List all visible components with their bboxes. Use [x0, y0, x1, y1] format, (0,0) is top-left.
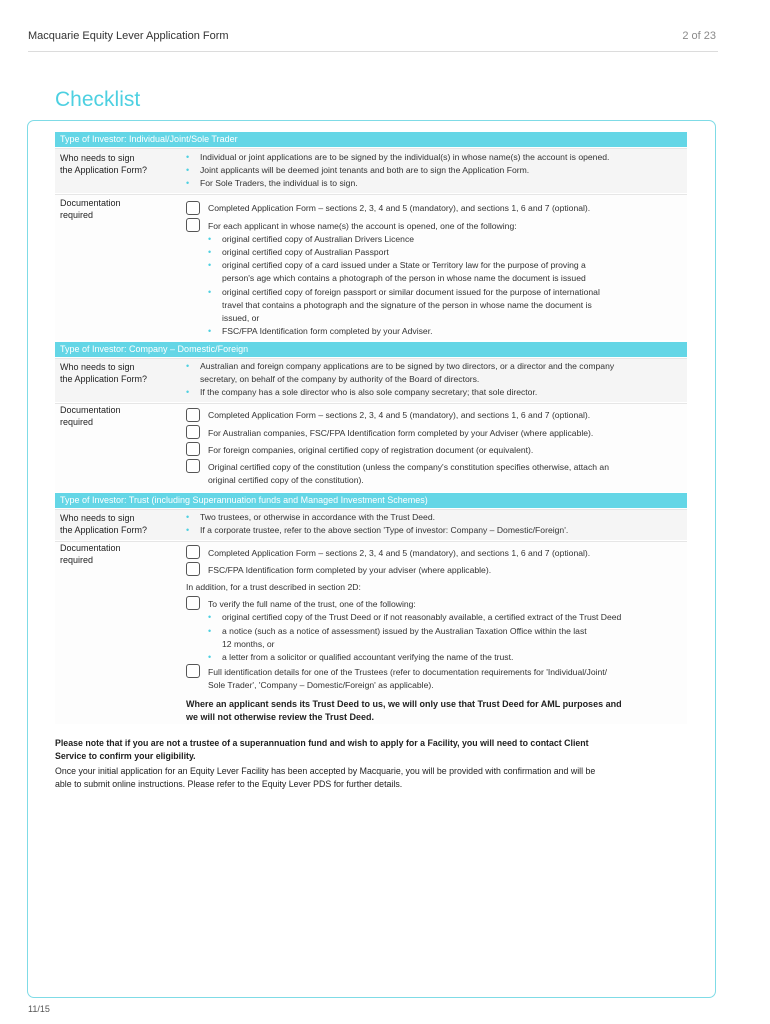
- list-item: • a letter from a solicitor or qualified accountant verifying the name of the trust.: [208, 651, 513, 664]
- form-title: Macquarie Equity Lever Application Form: [28, 30, 229, 42]
- checkbox-completed-form[interactable]: [186, 545, 200, 559]
- list-item: • original certified copy of foreign passport or similar document issued for the purpose of international: [208, 286, 600, 299]
- section-heading-company: Type of Investor: Company – Domestic/Foreign: [55, 342, 687, 357]
- documentation-label: Documentation required: [60, 543, 121, 565]
- who-signs-label: Who needs to sign the Application Form?: [60, 362, 148, 384]
- page-number: 2 of 23: [682, 30, 716, 42]
- eligibility-note: Please note that if you are not a trustee of a superannuation fund and wish to apply for a Facility, you will need to contact Client: [55, 738, 589, 748]
- footer-version: 11/15: [28, 1004, 50, 1014]
- checkbox-foreign-registration[interactable]: [186, 442, 200, 456]
- checkbox-trust-id-form[interactable]: [186, 562, 200, 576]
- checkbox-label-continued: original certified copy of the constitution).: [208, 475, 364, 485]
- checkbox-label: To verify the full name of the trust, one of the following:: [208, 599, 416, 609]
- list-item: • original certified copy of the Trust Deed or if not reasonably available, a certified extract of the Trust Deed: [208, 611, 621, 624]
- checkbox-constitution[interactable]: [186, 459, 200, 473]
- checklist-heading: Checklist: [55, 88, 141, 111]
- list-item: • For Sole Traders, the individual is to sign.: [186, 177, 358, 190]
- documentation-label: Documentation required: [60, 198, 121, 220]
- list-item-continued: secretary, on behalf of the company by authority of the Board of directors.: [200, 374, 480, 384]
- list-item: • original certified copy of Australian Drivers Licence: [208, 233, 414, 246]
- list-item: • Individual or joint applications are to be signed by the individual(s) in whose name(s) the account is opened.: [186, 151, 609, 164]
- checkbox-label: Completed Application Form – sections 2, 3, 4 and 5 (mandatory), and sections 1, 6 and 7 (optional).: [208, 203, 591, 213]
- checkbox-trust-name[interactable]: [186, 596, 200, 610]
- checkbox-completed-form[interactable]: [186, 201, 200, 215]
- checkbox-completed-form[interactable]: [186, 408, 200, 422]
- documentation-label: Documentation required: [60, 405, 121, 427]
- list-item: • original certified copy of a card issued under a State or Territory law for the purpose of proving a: [208, 259, 586, 272]
- trust-deed-note-continued: we will not otherwise review the Trust Deed.: [186, 712, 375, 722]
- list-item-continued: 12 months, or: [222, 639, 275, 649]
- checkbox-label: For foreign companies, original certified copy of registration document (or equivalent).: [208, 445, 534, 455]
- list-item-continued: person's age which contains a photograph of the person in whose name the document is issued: [222, 273, 586, 283]
- list-item: • If a corporate trustee, refer to the above section 'Type of investor: Company – Domestic/Foreign'.: [186, 524, 568, 537]
- who-signs-label: Who needs to sign the Application Form?: [60, 513, 148, 535]
- checkbox-label: For Australian companies, FSC/FPA Identification form completed by your Adviser (where applicable).: [208, 428, 594, 438]
- list-item: • FSC/FPA Identification form completed by your Adviser.: [208, 325, 432, 338]
- list-item: • a notice (such as a notice of assessment) issued by the Australian Taxation Office within the last: [208, 625, 587, 638]
- section-heading-trust: Type of Investor: Trust (including Superannuation funds and Managed Investment Schemes): [55, 493, 687, 508]
- list-item-continued: travel that contains a photograph and the signature of the person in whose name the document is: [222, 300, 592, 310]
- confirmation-note-continued: able to submit online instructions. Please refer to the Equity Lever PDS for further details.: [55, 779, 403, 789]
- trust-deed-note: Where an applicant sends its Trust Deed to us, we will only use that Trust Deed for AML purposes and: [186, 699, 622, 709]
- checkbox-label: FSC/FPA Identification form completed by your adviser (where applicable).: [208, 565, 492, 575]
- checkbox-trustee-id[interactable]: [186, 664, 200, 678]
- checkbox-label: Original certified copy of the constitution (unless the company's constitution specifies otherwise, attach an: [208, 462, 609, 472]
- who-signs-label: Who needs to sign the Application Form?: [60, 153, 148, 175]
- list-item-continued: issued, or: [222, 313, 260, 323]
- checkbox-label: Completed Application Form – sections 2, 3, 4 and 5 (mandatory), and sections 1, 6 and 7 (optional).: [208, 548, 591, 558]
- confirmation-note: Once your initial application for an Equity Lever Facility has been accepted by Macquarie, you will be provided with confirmation and will be: [55, 766, 596, 776]
- list-item: • original certified copy of Australian Passport: [208, 246, 389, 259]
- list-item: • Australian and foreign company applications are to be signed by two directors, or a director and the company: [186, 360, 614, 373]
- in-addition-text: In addition, for a trust described in section 2D:: [186, 582, 361, 592]
- checkbox-label: For each applicant in whose name(s) the account is opened, one of the following:: [208, 221, 517, 231]
- section-heading-individual: Type of Investor: Individual/Joint/Sole Trader: [55, 132, 687, 147]
- list-item: • Joint applicants will be deemed joint tenants and both are to sign the Application Form.: [186, 164, 529, 177]
- checkbox-applicant-id[interactable]: [186, 218, 200, 232]
- checkbox-label-continued: Sole Trader', 'Company – Domestic/Foreign' as applicable).: [208, 680, 434, 690]
- page-header: [28, 28, 718, 52]
- eligibility-note-continued: Service to confirm your eligibility.: [55, 751, 196, 761]
- list-item: • Two trustees, or otherwise in accordance with the Trust Deed.: [186, 511, 435, 524]
- checkbox-australian-company-id[interactable]: [186, 425, 200, 439]
- list-item: • If the company has a sole director who is also sole company secretary; that sole director.: [186, 386, 537, 399]
- checkbox-label: Completed Application Form – sections 2, 3, 4 and 5 (mandatory), and sections 1, 6 and 7 (optional).: [208, 410, 591, 420]
- checkbox-label: Full identification details for one of the Trustees (refer to documentation requirements for 'Individual/Joint/: [208, 667, 608, 677]
